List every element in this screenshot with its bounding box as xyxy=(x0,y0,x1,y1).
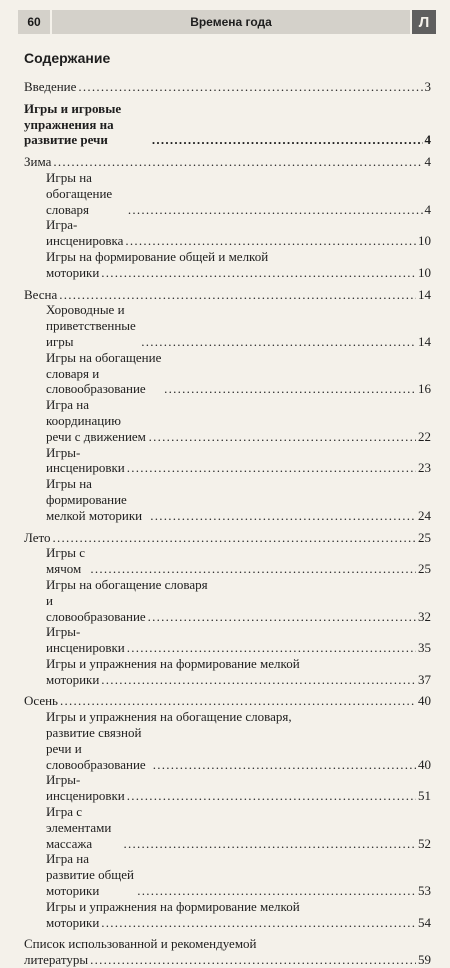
dot-leader xyxy=(150,508,416,524)
toc-entry-title: Лето xyxy=(24,529,51,545)
toc-entry-title-cont: моторики xyxy=(46,671,100,687)
toc-page-number: 22 xyxy=(418,428,431,444)
toc-page-number: 25 xyxy=(418,529,431,545)
toc-subentry xyxy=(24,217,431,249)
toc-entry-title: Игры и упражнения на формирование мелкой xyxy=(46,898,300,914)
dot-leader xyxy=(53,154,422,170)
dot-leader xyxy=(127,460,416,476)
toc-subentry xyxy=(24,772,431,804)
toc-subentry xyxy=(24,656,431,688)
dot-leader xyxy=(53,530,416,546)
toc-subentry xyxy=(24,249,431,281)
toc-entry-title-cont: моторики xyxy=(46,264,100,280)
toc-entry-title: Игры-инсценировки xyxy=(46,624,125,656)
toc-entry-title: Игры и игровые упражнения на развитие речи xyxy=(24,100,122,148)
toc-entry-title: Игры и упражнения на обогащение словаря, xyxy=(46,709,292,725)
dot-leader xyxy=(124,836,416,852)
toc-entry-title: Введение xyxy=(24,79,77,94)
toc-page-number: 4 xyxy=(424,154,431,170)
dot-leader xyxy=(125,233,416,249)
toc-entry-title: Осень xyxy=(24,693,58,709)
toc-entry xyxy=(24,936,431,968)
dot-leader xyxy=(101,915,416,931)
toc-entry-line xyxy=(46,265,431,281)
dot-leader xyxy=(127,640,416,656)
toc-entry-title: Игры и упражнения на формирование мелкой xyxy=(46,655,300,671)
toc-entry-title: Игра-инсценировка xyxy=(46,217,124,249)
toc-entry-title: Игра с элементами массажа xyxy=(46,804,112,851)
dot-leader xyxy=(90,561,416,577)
dot-leader xyxy=(60,693,416,709)
dot-leader xyxy=(101,672,416,688)
dot-leader xyxy=(153,757,416,773)
toc-entry-line xyxy=(46,672,431,688)
toc-entry-title: Игры на обогащение словаря и словообразование xyxy=(46,349,162,397)
toc-page-number: 23 xyxy=(418,460,431,476)
toc-subentry xyxy=(24,445,431,477)
toc-entry xyxy=(24,530,431,546)
toc-entry-title-cont: литературы xyxy=(24,952,89,968)
toc-page-number: 40 xyxy=(418,756,431,772)
toc-page-number: 3 xyxy=(424,79,431,94)
section-letter-badge: Л xyxy=(412,10,436,34)
running-title: Времена года xyxy=(52,10,410,34)
toc-page-number: 4 xyxy=(424,201,431,217)
toc-page-number: 10 xyxy=(418,264,431,280)
toc-entry-line xyxy=(46,915,431,931)
dot-leader xyxy=(152,132,423,148)
toc-entry-title: Хороводные и приветственные игры xyxy=(46,302,136,349)
toc-page-number: 4 xyxy=(424,132,431,148)
toc-entry xyxy=(24,287,431,303)
toc-entry-title: Игры на обогащение словаря xyxy=(46,576,208,592)
toc-page-number: 59 xyxy=(418,952,431,968)
toc-entry-title: Игра на развитие общей моторики xyxy=(46,851,135,899)
toc-entry xyxy=(24,154,431,170)
dot-leader xyxy=(59,287,416,303)
toc-subentry xyxy=(24,545,431,577)
dot-leader xyxy=(90,952,416,968)
toc-page-number: 10 xyxy=(418,233,431,249)
toc-entry-title: Зима xyxy=(24,154,52,170)
table-of-contents xyxy=(24,79,431,968)
toc-entry-title: Игры на формирование мелкой моторики xyxy=(46,476,143,523)
toc-page-number: 14 xyxy=(418,333,431,349)
dot-leader xyxy=(137,883,416,899)
toc-entry-title-cont: развитие связной речи и словообразование xyxy=(46,725,146,772)
toc-page-number: 25 xyxy=(418,561,431,577)
dot-leader xyxy=(148,609,416,625)
dot-leader xyxy=(164,381,416,397)
toc-subentry xyxy=(24,709,431,772)
toc-page-number: 32 xyxy=(418,608,431,624)
toc-subentry xyxy=(24,804,431,851)
toc-entry-title: Список использованной и рекомендуемой xyxy=(24,936,257,952)
page-number: 60 xyxy=(18,10,50,34)
toc-subentry xyxy=(24,397,431,444)
toc-subentry xyxy=(24,350,431,397)
toc-entry-title: Игры на формирование общей и мелкой xyxy=(46,248,269,264)
toc-title: Содержание xyxy=(24,50,111,66)
toc-subentry xyxy=(24,170,431,217)
dot-leader xyxy=(141,334,416,350)
dot-leader xyxy=(127,788,416,804)
toc-subentry xyxy=(24,899,431,931)
toc-page-number: 35 xyxy=(418,640,431,656)
toc-page-number: 37 xyxy=(418,671,431,687)
toc-entry-line xyxy=(46,725,431,772)
toc-entry-line xyxy=(24,952,431,968)
toc-subentry xyxy=(24,851,431,898)
toc-entry-title-cont: и словообразование xyxy=(46,592,146,624)
toc-page-number: 24 xyxy=(418,507,431,523)
toc-subentry xyxy=(24,302,431,349)
page-header xyxy=(18,10,436,34)
toc-subentry xyxy=(24,476,431,523)
toc-page-number: 54 xyxy=(418,914,431,930)
toc-entry-title: Игры-инсценировки xyxy=(46,772,125,804)
dot-leader xyxy=(128,202,423,218)
dot-leader xyxy=(78,79,422,95)
toc-entry-title: Игра на координацию речи с движением xyxy=(46,397,146,444)
toc-entry-title: Игры на обогащение словаря xyxy=(46,169,113,217)
toc-entry-line xyxy=(46,593,431,625)
toc-page-number: 40 xyxy=(418,693,431,709)
toc-entry-title: Весна xyxy=(24,286,58,302)
dot-leader xyxy=(149,429,416,445)
toc-entry-title-cont: моторики xyxy=(46,914,100,930)
toc-entry xyxy=(24,101,431,148)
dot-leader xyxy=(101,265,416,281)
toc-subentry xyxy=(24,624,431,656)
toc-page-number: 16 xyxy=(418,381,431,397)
toc-entry xyxy=(24,693,431,709)
toc-entry xyxy=(24,79,431,95)
toc-entry-title: Игры с мячом xyxy=(46,545,85,577)
toc-page-number: 52 xyxy=(418,835,431,851)
toc-entry-title: Игры-инсценировки xyxy=(46,444,125,476)
toc-page-number: 53 xyxy=(418,883,431,899)
toc-page-number: 14 xyxy=(418,286,431,302)
toc-page-number: 51 xyxy=(418,788,431,804)
